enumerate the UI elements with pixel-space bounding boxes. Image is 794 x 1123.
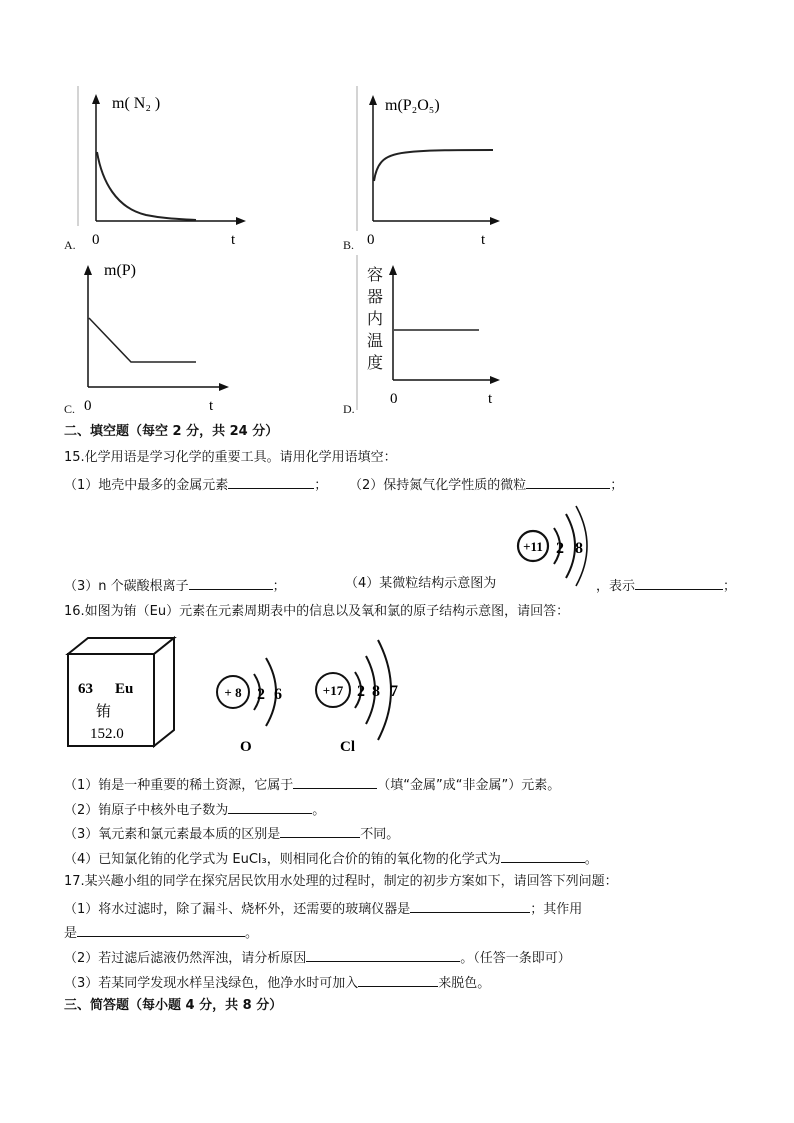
chlorine-nucleus-charge: +17 [322, 683, 344, 698]
graph-d-ylabel-char: 器 [366, 287, 383, 306]
q16-sub-4-text: （4）已知氯化铕的化学式为 EuCl₃，则相同化合价的铕的氧化物的化学式为 [64, 852, 501, 867]
q15-part-2: （2）保持氮气化学性质的微粒 [349, 478, 527, 493]
q15-part-4: （4）某微粒结构示意图为 [345, 576, 497, 591]
q17-blank-4[interactable] [358, 973, 438, 987]
q15-stem: 15.化学用语是学习化学的重要工具。请用化学用语填空： [64, 450, 397, 465]
graph-b-y-arrow [369, 95, 377, 105]
q16-sub-2 [64, 800, 325, 819]
q15-part-4b: ，表示 [596, 579, 636, 594]
graph-c-ylabel: m(P) [104, 262, 136, 279]
q16-sub-1-text: （1）铕是一种重要的稀土资源，它属于 [64, 778, 294, 793]
chlorine-shell-1-count: 2 [357, 683, 365, 700]
q15-blank-4[interactable] [635, 576, 723, 590]
q16-sub-2-text: （2）铕原子中核外电子数为 [64, 803, 229, 818]
option-a-label: A. [64, 238, 76, 252]
q15-line-1 [64, 475, 327, 494]
graph-a-origin: 0 [92, 232, 100, 248]
oxygen-label: O [240, 739, 252, 755]
graph-c-plot [76, 255, 256, 415]
q16-chlorine-diagram [312, 634, 412, 756]
graph-a-xlabel: t [231, 232, 236, 248]
cell-atomic-number: 63 [78, 681, 93, 697]
graph-d-origin: 0 [390, 391, 398, 407]
q15-part-3: （3）n 个碳酸根离子 [64, 579, 189, 594]
cell-name: 铕 [96, 704, 112, 720]
q16-blank-1[interactable] [293, 775, 377, 789]
q17-sub-1-cont [64, 923, 258, 942]
q17-sub-2-tail: 。（任答一条即可） [460, 951, 571, 966]
q16-oxygen-diagram [212, 648, 292, 758]
q15-blank-1[interactable] [228, 475, 314, 489]
q17-sub-1-mid: ；其作用 [530, 902, 583, 917]
q16-sub-3-tail: 不同。 [360, 827, 400, 842]
section-3-title: 三、简答题（每小题 4 分，共 8 分） [64, 998, 283, 1013]
oxygen-shell-1-count: 2 [257, 686, 265, 703]
graph-c-xlabel: t [209, 398, 214, 414]
q16-sub-2-tail: 。 [312, 803, 326, 818]
q16-sub-1 [64, 775, 560, 794]
graph-a-ylabel: m( N₂ ) [112, 95, 161, 112]
option-d-label: D. [343, 402, 355, 416]
chlorine-shell-2-count: 8 [372, 683, 380, 700]
q17-blank-1[interactable] [410, 899, 530, 913]
graph-b-x-arrow [490, 217, 500, 225]
oxygen-shell-2-count: 6 [274, 686, 282, 703]
q15-sep-3: ； [272, 579, 286, 594]
graph-c-line [89, 318, 196, 362]
q16-blank-4[interactable] [501, 849, 585, 863]
option-b-label: B. [343, 238, 355, 252]
graph-a-y-arrow [92, 94, 100, 104]
q16-sub-3-text: （3）氧元素和氯元素最本质的区别是 [64, 827, 281, 842]
q17-sub-2 [64, 948, 571, 967]
oxygen-nucleus-charge: + 8 [224, 685, 242, 700]
q17-stem: 17.某兴趣小组的同学在探究居民饮用水处理的过程时，制定的初步方案如下，请回答下列问题： [64, 874, 618, 889]
q17-sub-3-tail: 来脱色。 [438, 976, 491, 991]
cell-side-face [154, 638, 174, 746]
q15-line-4b [596, 576, 736, 595]
q15-nucleus-charge: +11 [523, 539, 543, 554]
q17-sub-3 [64, 973, 490, 992]
graph-d-ylabel-char: 度 [366, 353, 383, 372]
q16-sub-4-tail: 。 [584, 852, 598, 867]
q15-shell-2-count: 8 [575, 540, 583, 557]
graph-b-xlabel: t [481, 232, 486, 248]
q15-line-2 [349, 475, 623, 494]
graph-b-origin: 0 [367, 232, 375, 248]
q17-sub-1 [64, 899, 582, 918]
graph-d-ylabel [365, 264, 385, 374]
graph-c-origin: 0 [84, 398, 92, 414]
q16-sub-3 [64, 824, 399, 843]
q17-sub-1-cont-text: 是 [64, 926, 78, 941]
q17-blank-3[interactable] [306, 948, 460, 962]
q17-sub-3-text: （3）若某同学发现水样呈浅绿色，他净水时可加入 [64, 976, 359, 991]
graph-a-curve [97, 152, 196, 220]
q15-part-1: （1）地壳中最多的金属元素 [64, 478, 229, 493]
q15-blank-2[interactable] [526, 475, 610, 489]
q16-element-cell [62, 634, 182, 754]
q17-sub-1-tail: 。 [245, 926, 259, 941]
graph-d-ylabel-char: 容 [366, 265, 383, 284]
q17-sub-2-text: （2）若过滤后滤液仍然浑浊，请分析原因 [64, 951, 307, 966]
graph-b-plot [355, 86, 515, 251]
graph-b-curve [374, 150, 493, 181]
graph-d-ylabel-char: 内 [366, 309, 383, 328]
graph-d-y-arrow [389, 265, 397, 275]
q15-line-4 [345, 576, 496, 592]
graph-c-y-arrow [84, 265, 92, 275]
graph-d-x-arrow [490, 376, 500, 384]
graph-b-ylabel: m(P₂O₅) [385, 97, 440, 114]
q17-sub-1-text: （1）将水过滤时，除了漏斗、烧杯外，还需要的玻璃仪器是 [64, 902, 411, 917]
q15-shell-2-arc [566, 514, 575, 578]
q15-line-3 [64, 576, 286, 595]
q15-sep-2: ； [610, 478, 624, 493]
graph-c-x-arrow [219, 383, 229, 391]
section-2-title: 二、填空题（每空 2 分，共 24 分） [64, 424, 279, 439]
q16-sub-1-tail: （填“金属”成“非金属”）元素。 [377, 778, 561, 793]
chlorine-label: Cl [340, 739, 355, 755]
option-c-label: C. [64, 402, 76, 416]
q16-blank-3[interactable] [280, 824, 360, 838]
q16-blank-2[interactable] [228, 800, 312, 814]
graph-d-ylabel-char: 温 [366, 331, 383, 350]
q17-blank-2[interactable] [77, 923, 245, 937]
q15-shell-1-count: 2 [556, 540, 564, 557]
graph-a-x-arrow [236, 217, 246, 225]
q16-sub-4 [64, 849, 598, 868]
q15-sep-1: ； [314, 478, 328, 493]
q16-stem: 16.如图为铕（Eu）元素在元素周期表中的信息以及氧和氯的原子结构示意图，请回答： [64, 604, 570, 619]
cell-symbol: Eu [115, 681, 134, 697]
q15-atom-diagram [510, 500, 600, 592]
cell-atomic-mass: 152.0 [90, 726, 124, 742]
q15-blank-3[interactable] [189, 576, 273, 590]
graph-a-plot [76, 86, 256, 251]
chlorine-shell-3-count: 7 [390, 683, 398, 700]
q15-sep-4: ； [723, 579, 737, 594]
graph-d-xlabel: t [488, 391, 493, 407]
